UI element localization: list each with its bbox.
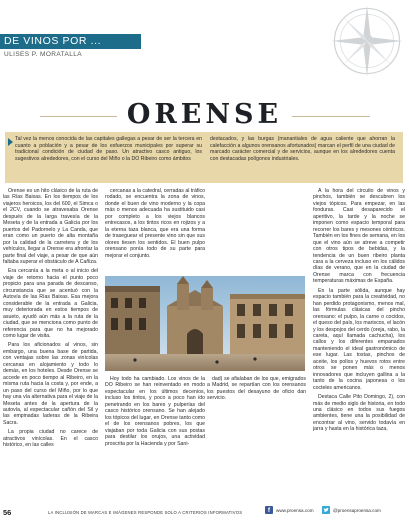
twitter-icon[interactable] xyxy=(322,506,330,514)
page-title: ORENSE xyxy=(117,99,292,130)
body-column-2-top xyxy=(105,188,205,272)
triangle-bullet-icon xyxy=(8,138,13,146)
paragraph: Destaca Calle Pito Domingo, 2), con más de medio siglo de historia, en todo una clásico en todos sus fuegos ambientes, tiene una la posibilidad de encontrar al vino, servido todavía en jarra y hasta en la histórica taza, xyxy=(313,394,405,433)
title-wrap xyxy=(0,99,409,130)
body-column-4 xyxy=(313,188,405,498)
intro-text-right: destacados, y las burgas (manantiales de agua caliente que ahorran la calefacción a algunos orensanos afortunados) marcan el perfil de una ciudad de marcado carácter comercial y de servicios, aunque en los alrededores cuenta con destacadas polígonos industriales. xyxy=(210,136,395,162)
body-column-2-bottom xyxy=(105,376,205,498)
paragraph: Era cercanía a la meta o al inicio del viaje de retorno hacia el punto poco propicio para una parada de descanso, circunstancia que se acentuó con la Autovía de las Rías Baixas. Esa mejora considerable de la entrada a Galicia, muy deteriorada en estos tiempos de asueto, ayudó aún más a la ruta de la ciudad, que se menciona como punto de referencia para que no ha mejorado como lugar de visita. xyxy=(3,268,98,339)
compass-icon xyxy=(330,4,404,78)
section-title: DE VINOS POR ... xyxy=(4,35,102,47)
paragraph: dad) se afialaban de los que, emigrados a Madrid, se repartían con los orensanos los puestos del desayuno de oficio dan servicio. xyxy=(207,376,306,402)
page-number: 56 xyxy=(3,508,12,517)
author-byline: ULISES P. MORATALLA xyxy=(4,51,83,58)
paragraph: La propia ciudad no carece de atractivos vinícolas. En el casco histórico, en las calles xyxy=(3,429,98,449)
intro-box xyxy=(5,132,403,183)
body-column-1 xyxy=(3,188,98,498)
intro-text-left: Tal vez la menos conocida de las capitales gallegas a pesar de ser la tercera en cuanto a población y a pesar de los esfuerzos municipales por superar su tradicional condición de ciudad de paso. Un atractivo casco antiguo, los sugestivos alrededores, con el curso del Miño o la DO Ribeiro como ámbitos xyxy=(15,136,202,162)
paragraph: En la parte sólida, aunque hay espacio también para la creatividad, no han perdido protagonismo, menos mal, las fórmulas clásicas del pincho orensano: el pulpo, la carne o cocidos, el queso del país, los mariscos, el lacón y los despojos del cerdo (oreja, rabo, la careta, aquí llamada cachucha), los callos y los diferentes empanados manteniendo el ideal gastronómico de ese lugar. Las tostas, pinchos de aceite, los pollos y huevos rotos entre otros se ponen más o menos innovadores que incluyen gallina a la tanto de la cocina japonesa o los cocteles americanos. xyxy=(313,287,405,391)
body-column-3-bottom xyxy=(207,376,306,498)
facebook-icon[interactable]: f xyxy=(265,506,273,514)
paragraph: cercanas a la catedral, cerradas al tráfico rodado, se encuentra la zona de vinos, donde el buen de vino moderno y la copa más o menos adecuada ha sustituido casi por completo a los viejos blancos entrecasos, a los tintos ricos en rojizos y a la eterna taza blanca, que era una forma de traseguear el presente vino sin que sus olores tiesen los sentidos. El buen pulpo orensano ponía todo de su parte para mejorar el conjunto. xyxy=(105,188,205,259)
paragraph: Orense es un hito clásico de la ruta de las Rías Baixas. En los tiempos de los viajeros heroicos, los del 600, el Simca o el 2CV, cuando se atravesaba Orense después de la larga travesía de la Meseta y de la entrada a Galicia por los puertos del Padornelo y La Canda, que eran como un puerto de alta montaña por la calidad de la carretera y de los vehículos, llegar a Orense era afrontar la parte final del viaje, a pesar de que aún faltaba superar el obstáculo de A Cañiza. xyxy=(3,188,98,265)
facebook-link[interactable]: www.proensa.com xyxy=(276,508,314,513)
paragraph: A la hora del circuito de vinos y pinchos, también se descubren los viejos tópicos. Para empezar, en las fonduras. Casi desaparecido el aperitivo, la tarde y la noche se imponen como espacio temporal para recorrer los bares y mesones céntricos. También en los fines de semana, en los que el vino aún se atreve a competir con otros tipos de bebidas, y la tendencia de un buen ribeiro planta cara a la cerveza incluso en los cálidos días de verano, que en la ciudad de Orense marca con frecuencia temperaturas máximas de España. xyxy=(313,188,405,285)
twitter-handle[interactable]: @proensaproensa.com xyxy=(333,508,381,513)
city-square-photo xyxy=(105,276,305,371)
disclaimer-note: LA INCLUSIÓN DE MARCAS E IMÁGENES RESPONDE SOLO A CRITERIOS INFORMATIVOS xyxy=(48,510,243,515)
paragraph: Hoy todo ha cambiado. Los vinos de la DO Ribeiro se han reinventado en modo espectacular en los últimos decenios, incluso los tintos, y poco a poco han ido penetrando en los bares y pulperías del casco histórico orensano. Se han alejado los tópicos del lugar, en Orense tanto como el de los orensanos pobres, los que viajaban por toda Galicia con sus postas para destilar los orujos, una actividad proscrita por la Hacienda y por Sani- xyxy=(105,376,205,447)
paragraph: Para los aficionados al vinos, sin embargo, una buena base de partida, con ventajas sobre las zonas vinícolas cercanas en alojamiento y todo lo demás, en los hoteles. Desde Orense se accede en poco tiempo al Ribeiro, en la misma ruta hacia la costa y, por ende, a un paso del curso del Miño, por lo que hay una vía alternativa para el viaje de la Meseta antes de la apertura de la autovía, al espectacular cañón del Sil y las empinadas laderas de la Ribeira Sacra. xyxy=(3,342,98,426)
